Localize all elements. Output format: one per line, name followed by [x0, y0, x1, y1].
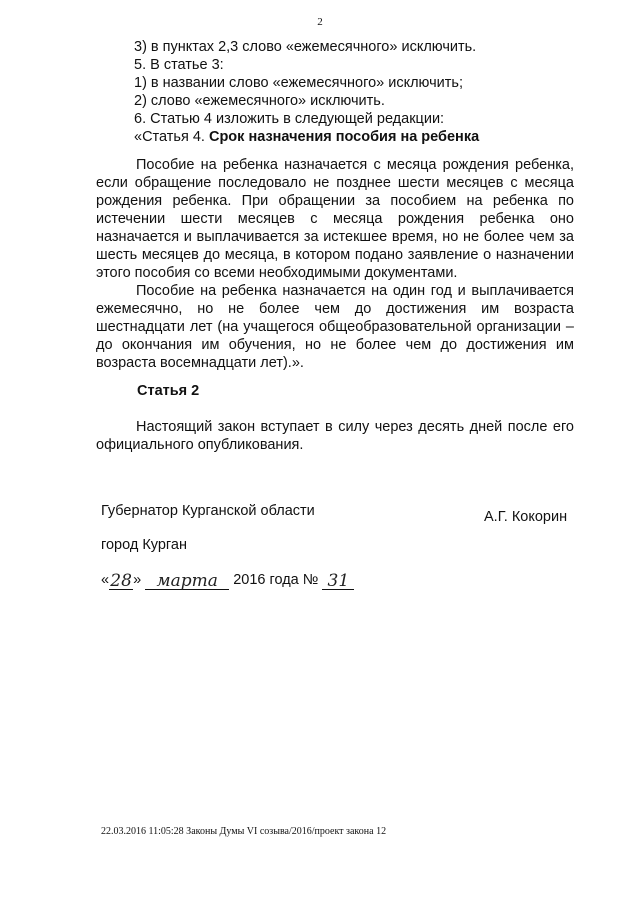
- article2-text: Настоящий закон вступает в силу через десять дней после его официального опубликования.: [96, 419, 574, 453]
- file-path-footer: 22.03.2016 11:05:28 Законы Думы VI созыва/2016/проект закона 12: [101, 826, 387, 837]
- date-close-quote: »: [133, 572, 142, 588]
- signature-name: А.Г. Кокорин: [484, 509, 568, 525]
- article2-paragraph: [96, 418, 574, 454]
- article4-heading: [134, 128, 479, 146]
- article4-paragraph-1-text: Пособие на ребенка назначается с месяца рождения ребенка, если обращение последовало не позднее шести месяцев с месяца рождения ребенка. При обращении за пособием на ребенка по истечении шести месяцев с месяца рождения ребенка оно назначается и выплачивается за истекшее время, но не более чем за шесть месяцев до месяца, в котором подано заявление о назначении этого пособия со всеми необходимыми документами.: [96, 157, 574, 281]
- amendment-line-2: 5. В статье 3:: [134, 57, 224, 73]
- date-open-quote: «: [101, 572, 110, 588]
- date-line: [101, 570, 354, 592]
- article4-paragraph-2: [96, 282, 574, 372]
- amendment-line-1: 3) в пунктах 2,3 слово «ежемесячного» исключить.: [134, 39, 477, 55]
- amendment-line-5: 6. Статью 4 изложить в следующей редакции:: [134, 111, 445, 127]
- article4-paragraph-1: [96, 156, 574, 282]
- article4-prefix: «Статья 4.: [134, 129, 209, 145]
- article4-title: Срок назначения пособия на ребенка: [208, 129, 480, 145]
- amendment-line-3: 1) в названии слово «ежемесячного» исключить;: [134, 75, 463, 91]
- article4-paragraph-2-text: Пособие на ребенка назначается на один год и выплачивается ежемесячно, но не более чем до достижения им возраста шестнадцати лет (на учащегося общеобразовательной организации – до окончания им обучения, но не более чем до достижения им возраста восемнадцати лет).».: [96, 283, 574, 371]
- city-line: город Курган: [101, 537, 187, 553]
- signature-position: Губернатор Курганской области: [101, 503, 315, 519]
- page-number: 2: [317, 16, 323, 28]
- article2-heading: Статья 2: [137, 383, 200, 399]
- amendment-line-4: 2) слово «ежемесячного» исключить.: [134, 93, 385, 109]
- law-number: 31: [322, 571, 354, 590]
- date-year-text: 2016 года №: [233, 572, 319, 588]
- date-month: марта: [145, 571, 229, 590]
- date-day: 28: [110, 571, 132, 591]
